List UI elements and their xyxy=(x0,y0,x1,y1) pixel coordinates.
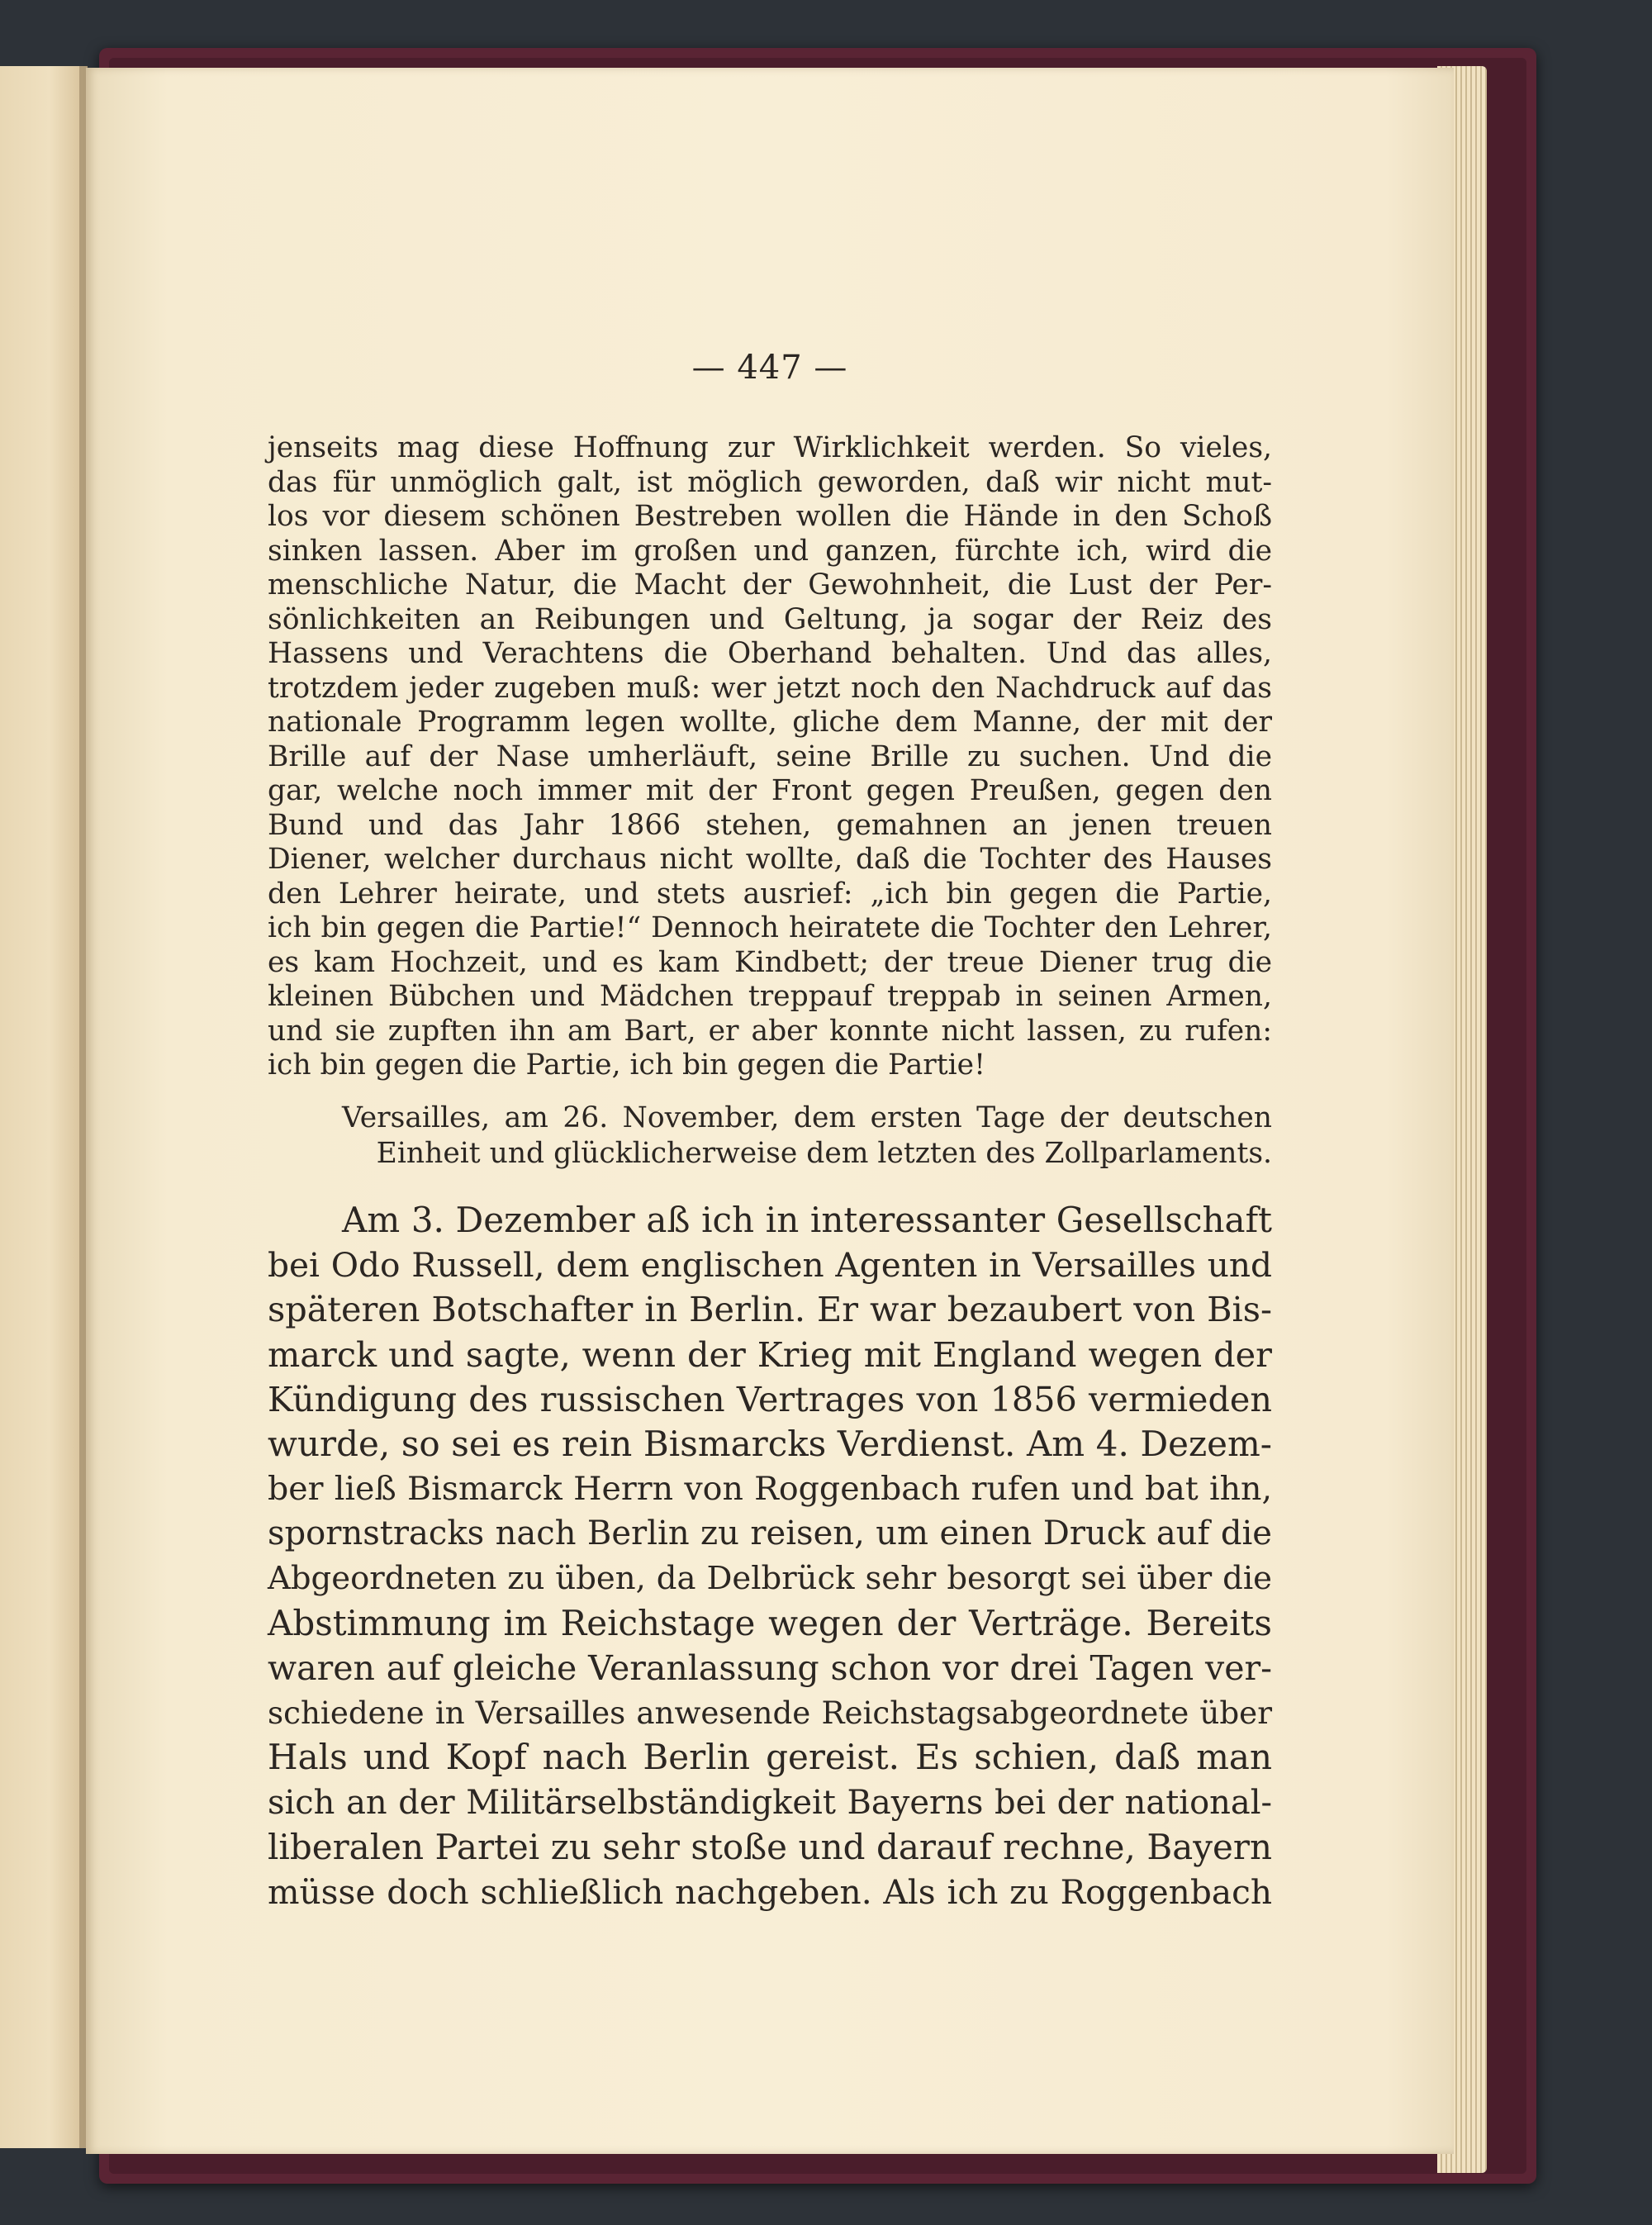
text-line: Am 3. Dezember aß ich in interessanter Gesellschaft xyxy=(342,1200,1272,1240)
text-line: ber ließ Bismarck Herrn von Roggenbach rufen und bat ihn, xyxy=(268,1470,1272,1509)
text-line: Bund und das Jahr 1866 stehen, gemahnen an jenen treuen xyxy=(268,808,1272,842)
text-line: nationale Programm legen wollte, gliche dem Manne, der mit der xyxy=(268,706,1272,739)
text-line: Hassens und Verachtens die Oberhand behalten. Und das alles, xyxy=(268,637,1272,670)
text-line: ich bin gegen die Partie, ich bin gegen die Partie! xyxy=(268,1048,985,1082)
text-line: liberalen Partei zu sehr stoße und darauf rechne, Bayern xyxy=(268,1826,1272,1867)
text-line: bei Odo Russell, dem englischen Agenten in Versailles und xyxy=(268,1245,1272,1286)
text-line: späteren Botschafter in Berlin. Er war bezaubert von Bis- xyxy=(268,1290,1272,1330)
text-line: sich an der Militärselbständigkeit Bayerns bei der national- xyxy=(268,1783,1272,1822)
paragraph-main-print xyxy=(268,1198,1272,1914)
text-line: marck und sagte, wenn der Krieg mit England wegen der xyxy=(268,1334,1272,1375)
text-line: müsse doch schließlich nachgeben. Als ich zu Roggenbach xyxy=(268,1872,1272,1913)
text-line: es kam Hochzeit, und es kam Kindbett; der treue Diener trug die xyxy=(268,945,1272,979)
text-line: Brille auf der Nase umherläuft, seine Brille zu suchen. Und die xyxy=(268,739,1272,773)
text-line: schiedene in Versailles anwesende Reichstagsabgeordnete über xyxy=(268,1695,1272,1732)
paragraph-small-print xyxy=(268,431,1272,1083)
page-number: — 447 — xyxy=(691,349,848,387)
dateline-signature xyxy=(268,1101,1272,1172)
text-line: Kündigung des russischen Vertrages von 1856 vermieden xyxy=(268,1379,1272,1419)
left-facing-page xyxy=(0,66,83,2148)
text-line: sönlichkeiten an Reibungen und Geltung, ja sogar der Reiz des xyxy=(268,602,1272,636)
text-line: das für unmöglich galt, ist möglich geworden, daß wir nicht mut- xyxy=(268,465,1272,499)
text-line: los vor diesem schönen Bestreben wollen die Hände in den Schoß xyxy=(268,500,1272,533)
text-line: und sie zupften ihn am Bart, er aber konnte nicht lassen, zu rufen: xyxy=(268,1014,1272,1048)
text-line: sinken lassen. Aber im großen und ganzen, fürchte ich, wird die xyxy=(268,534,1272,568)
text-line: Abgeordneten zu üben, da Delbrück sehr besorgt sei über die xyxy=(268,1559,1272,1597)
text-line: trotzdem jeder zugeben muß: wer jetzt noch den Nachdruck auf das xyxy=(268,671,1272,705)
book-page xyxy=(86,68,1454,2154)
dateline-line: Einheit und glücklicherweise dem letzten des Zollparlaments. xyxy=(376,1137,1272,1170)
dateline-line: Versailles, am 26. November, dem ersten Tage der deutschen xyxy=(342,1101,1272,1134)
text-line: kleinen Bübchen und Mädchen treppauf treppab in seinen Armen, xyxy=(268,980,1272,1013)
text-line: jenseits mag diese Hoffnung zur Wirklichkeit werden. So vieles, xyxy=(268,431,1272,464)
text-line: wurde, so sei es rein Bismarcks Verdienst. Am 4. Dezem- xyxy=(268,1424,1272,1465)
text-line: spornstracks nach Berlin zu reisen, um einen Druck auf die xyxy=(268,1514,1272,1553)
text-line: Hals und Kopf nach Berlin gereist. Es schien, daß man xyxy=(268,1737,1272,1778)
text-line: Abstimmung im Reichstage wegen der Verträge. Bereits xyxy=(268,1602,1272,1643)
text-line: waren auf gleiche Veranlassung schon vor drei Tagen ver- xyxy=(268,1648,1272,1689)
text-line: gar, welche noch immer mit der Front gegen Preußen, gegen den xyxy=(268,774,1272,807)
text-line: Diener, welcher durchaus nicht wollte, daß die Tochter des Hauses xyxy=(268,843,1272,876)
text-line: ich bin gegen die Partie!“ Dennoch heiratete die Tochter den Lehrer, xyxy=(268,911,1272,944)
text-line: menschliche Natur, die Macht der Gewohnheit, die Lust der Per- xyxy=(268,568,1272,601)
text-line: den Lehrer heirate, und stets ausrief: „ich bin gegen die Partie, xyxy=(268,877,1272,910)
